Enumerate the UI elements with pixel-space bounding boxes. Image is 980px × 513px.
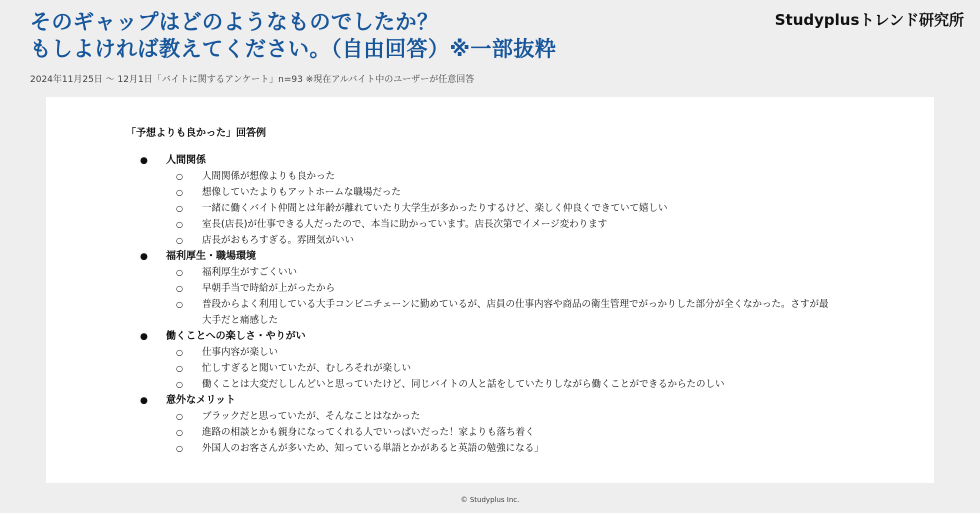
list-item-text: 早朝手当で時給が上がったから bbox=[202, 283, 336, 294]
list-item bbox=[140, 297, 840, 329]
group-label: 働くことへの楽しさ・やりがい bbox=[166, 331, 306, 342]
group-heading bbox=[140, 249, 840, 265]
footer-copyright: © Studyplus Inc. bbox=[460, 496, 520, 504]
list-item-text: 福利厚生がすごくいい bbox=[202, 267, 298, 278]
answer-groups bbox=[140, 153, 840, 457]
sub-bullet-icon: ○ bbox=[176, 300, 183, 309]
sub-bullet-icon: ○ bbox=[176, 220, 183, 229]
list-item-text: 一緒に働くバイト仲間とは年齢が離れていたり大学生が多かったりするけど、楽しく仲良くできていて嬉しい bbox=[202, 203, 668, 214]
sub-bullet-icon: ○ bbox=[176, 204, 183, 213]
bullet-icon: ● bbox=[140, 332, 148, 342]
sub-bullet-icon: ○ bbox=[176, 236, 183, 245]
list-item-text: 仕事内容が楽しい bbox=[202, 347, 279, 358]
list-item-text: 忙しすぎると聞いていたが、むしろそれが楽しい bbox=[202, 363, 412, 374]
brand-logo-text: Studyplusトレンド研究所 bbox=[774, 11, 964, 29]
sub-bullet-icon: ○ bbox=[176, 172, 183, 181]
survey-subtitle: 2024年11月25日 〜 12月1日「バイトに関するアンケート」n=93 ※現在アルバイト中のユーザーが任意回答 bbox=[30, 75, 475, 85]
list-item-text: 進路の相談とかも親身になってくれる人でいっぱいだった！家よりも落ち着く bbox=[202, 427, 535, 438]
bullet-icon: ● bbox=[140, 252, 148, 262]
group-heading bbox=[140, 329, 840, 345]
list-item bbox=[140, 409, 840, 425]
sub-bullet-icon: ○ bbox=[176, 364, 183, 373]
page-title-line-2: もしよければ教えてください。（自由回答）※一部抜粋 bbox=[30, 37, 557, 61]
sub-bullet-icon: ○ bbox=[176, 412, 183, 421]
sub-bullet-icon: ○ bbox=[176, 268, 183, 277]
sub-bullet-icon: ○ bbox=[176, 380, 183, 389]
sub-bullet-icon: ○ bbox=[176, 348, 183, 357]
group-heading bbox=[140, 153, 840, 169]
page-title-line-1: そのギャップはどのようなものでしたか？ bbox=[30, 10, 439, 34]
list-item bbox=[140, 281, 840, 297]
group-label: 人間関係 bbox=[166, 155, 206, 166]
list-item-text: 想像していたよりもアットホームな職場だった bbox=[202, 187, 401, 198]
sub-bullet-icon: ○ bbox=[176, 428, 183, 437]
list-item-text: 外国人のお客さんが多いため、知っている単語とかがあると英語の勉強になる」 bbox=[202, 443, 544, 454]
group-label: 福利厚生・職場環境 bbox=[166, 251, 256, 262]
list-item bbox=[140, 361, 840, 377]
sub-bullet-icon: ○ bbox=[176, 188, 183, 197]
list-item bbox=[140, 441, 840, 457]
card-heading: 「予想よりも良かった」回答例 bbox=[126, 128, 266, 139]
list-item bbox=[140, 345, 840, 361]
list-item bbox=[140, 185, 840, 201]
group-heading bbox=[140, 393, 840, 409]
bullet-icon: ● bbox=[140, 396, 148, 406]
group-label: 意外なメリット bbox=[166, 395, 236, 406]
list-item-text: 室長(店長)が仕事できる人だったので、本当に助かっています。店長次第でイメージ変わります bbox=[202, 219, 608, 230]
list-item bbox=[140, 425, 840, 441]
list-item bbox=[140, 233, 840, 249]
list-item bbox=[140, 201, 840, 217]
list-item bbox=[140, 377, 840, 393]
sub-bullet-icon: ○ bbox=[176, 284, 183, 293]
list-item-text: 普段からよく利用している大手コンビニチェーンに勤めているが、店員の仕事内容や商品の衛生管理でがっかりした部分が全くなかった。さすが最大手だと痛感した bbox=[202, 299, 829, 326]
list-item bbox=[140, 265, 840, 281]
page-title bbox=[30, 9, 770, 63]
list-item-text: 人間関係が想像よりも良かった bbox=[202, 171, 336, 182]
list-item bbox=[140, 169, 840, 185]
bullet-icon: ● bbox=[140, 156, 148, 166]
sub-bullet-icon: ○ bbox=[176, 444, 183, 453]
list-item-text: 働くことは大変だししんどいと思っていたけど、同じバイトの人と話をしていたりしながら働くことができるからたのしい bbox=[202, 379, 725, 390]
list-item-text: 店長がおもろすぎる。雰囲気がいい bbox=[202, 235, 355, 246]
list-item bbox=[140, 217, 840, 233]
answer-card bbox=[46, 97, 934, 483]
list-item-text: ブラックだと思っていたが、そんなことはなかった bbox=[202, 411, 421, 422]
